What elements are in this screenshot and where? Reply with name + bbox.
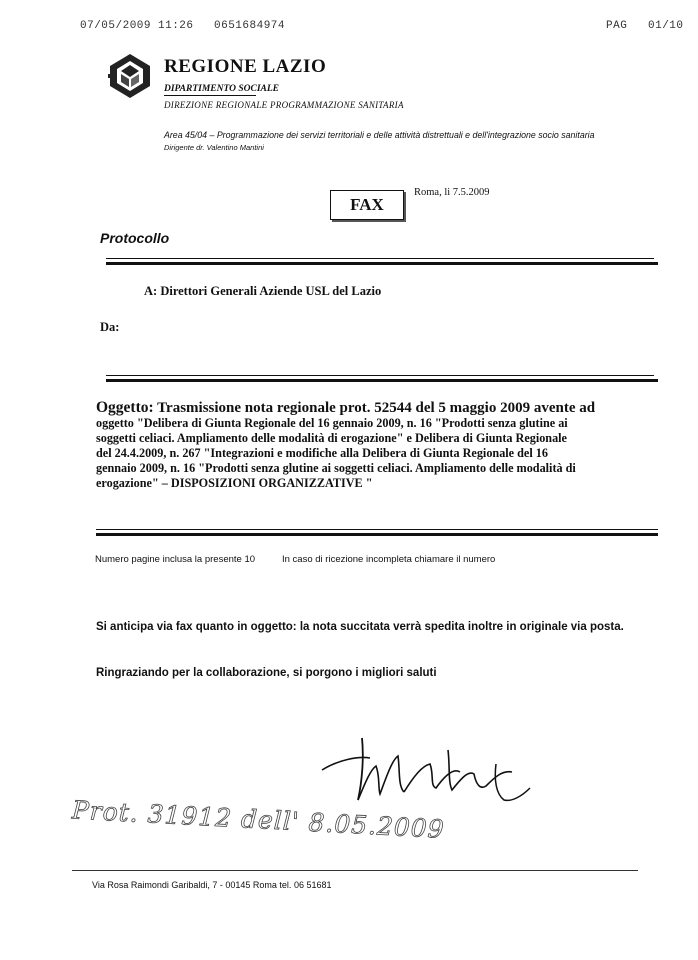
fax-time: 11:26 [158,20,194,32]
subject-block [96,400,660,491]
handwritten-protocol-note [68,790,446,844]
department-name: DIPARTIMENTO SOCIALE [164,84,279,94]
subject-line-1: Trasmissione nota regionale prot. 52544 del 5 maggio 2009 avente ad [157,400,596,416]
divider-line [106,375,654,376]
divider-line [96,529,658,530]
fax-page-count: 01/10 [648,20,684,32]
body-paragraph-2: Ringraziando per la collaborazione, si porgono i migliori saluti [96,667,437,679]
sender-label: Da: [100,320,120,334]
incomplete-info: In caso di ricezione incompleta chiamare il numero [282,554,496,565]
region-title: REGIONE LAZIO [164,56,327,77]
place-date: Roma, li 7.5.2009 [414,187,490,198]
area-description: Area 45/04 – Programmazione dei servizi territoriali e delle attività distrettuali e dell'integrazione socio sanitaria [164,130,595,140]
subject-line-3: soggetti celiaci. Ampliamento delle modalità di erogazione" e Delibera di Giunta Regionale [96,431,567,445]
footer-divider [72,870,638,871]
protocollo-label: Protocollo [100,230,170,246]
fax-pag-label: PAG [606,20,628,32]
directorate-name: DIREZIONE REGIONALE PROGRAMMAZIONE SANITARIA [164,100,404,110]
department-underline [164,95,256,96]
dirigente-name: Dirigente dr. Valentino Mantini [164,143,264,152]
regione-lazio-logo [106,52,154,100]
divider-line-thick [96,533,658,536]
subject-line-6: erogazione" – DISPOSIZIONI ORGANIZZATIVE " [96,476,373,490]
body-paragraph-1: Si anticipa via fax quanto in oggetto: la nota succitata verrà spedita inoltre in originale via posta. [96,621,624,633]
fax-date: 07/05/2009 [80,20,152,32]
divider-line [106,258,654,259]
subject-line-5: gennaio 2009, n. 16 "Prodotti senza glutine ai soggetti celiaci. Ampliamento delle modalità di [96,461,576,475]
recipient-line: A: Direttori Generali Aziende USL del Lazio [144,284,382,298]
pages-info: Numero pagine inclusa la presente 10 [95,554,256,565]
fax-number: 0651684974 [214,20,286,32]
subject-label: Oggetto: [96,399,154,416]
footer-address: Via Rosa Raimondi Garibaldi, 7 - 00145 Roma tel. 06 51681 [92,880,332,890]
subject-line-4: del 24.4.2009, n. 267 "Integrazioni e modifiche alla Delibera di Giunta Regionale del 16 [96,446,548,460]
divider-line-thick [106,262,658,265]
subject-line-2: oggetto "Delibera di Giunta Regionale del 16 gennaio 2009, n. 16 "Prodotti senza glutine ai [96,416,568,430]
fax-label-box: FAX [330,190,404,220]
svg-text:Prot. 31912 dell' 8.05.2009: Prot. 31912 dell' 8.05.2009 [71,795,446,844]
divider-line-thick [106,379,658,382]
